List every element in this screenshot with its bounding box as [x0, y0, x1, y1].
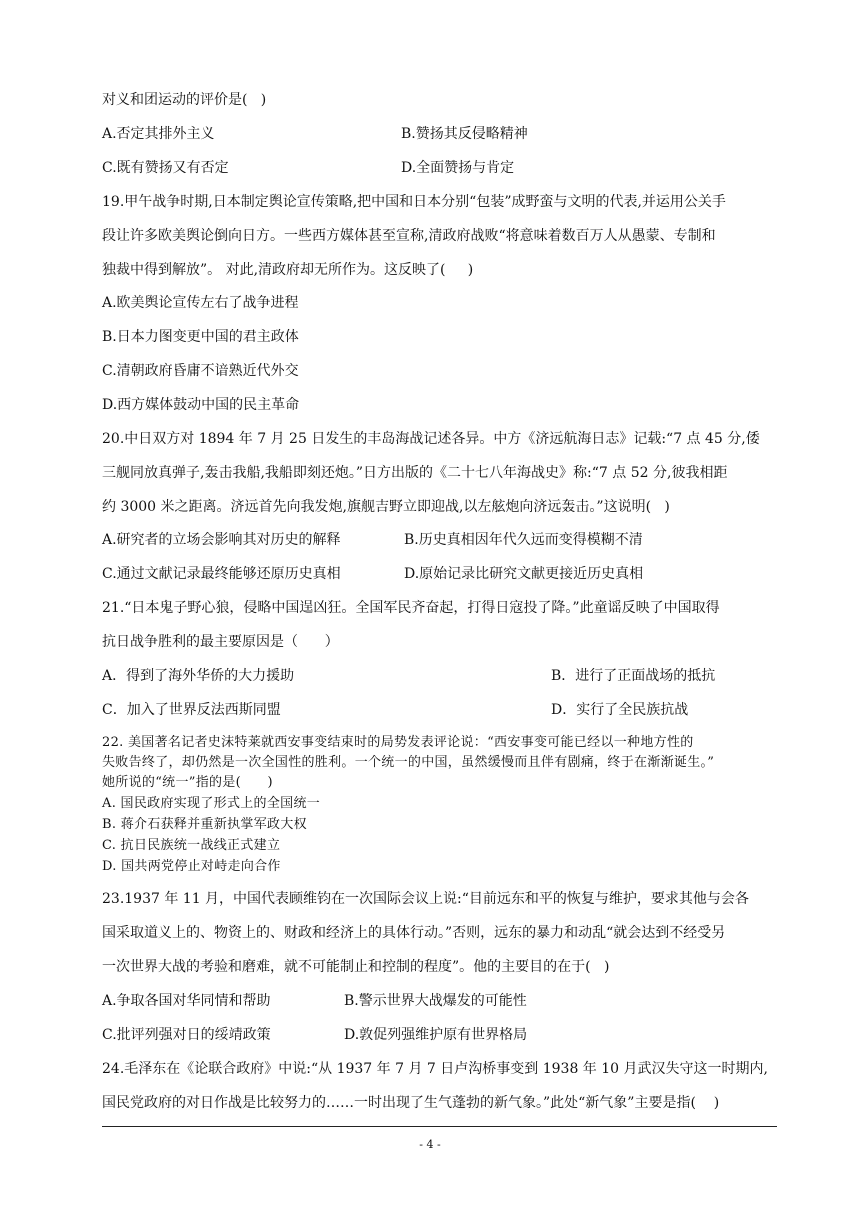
- q21-option-c: C．加入了世界反法西斯同盟: [102, 702, 281, 718]
- q21-option-b: B．进行了正面战场的抵抗: [551, 668, 716, 684]
- q18-option-b: B.赞扬其反侵略精神: [401, 126, 528, 142]
- q22-stem-line: 22. 美国著名记者史沫特莱就西安事变结束时的局势发表评论说：“西安事变可能已经以一种地方性的: [102, 735, 694, 750]
- q20-stem-line: 20.中日双方对 1894 年 7 月 25 日发生的丰岛海战记述各异。中方《济远航海日志》记载:“7 点 45 分,倭: [102, 431, 760, 447]
- q22-option-a: A. 国民政府实现了形式上的全国统一: [102, 796, 321, 811]
- q22-option-d: D. 国共两党停止对峙走向合作: [102, 859, 281, 874]
- q21-stem-line: 21.“日本鬼子野心狼，侵略中国逞凶狂。全国军民齐奋起，打得日寇投了降。”此童谣反映了中国取得: [102, 600, 720, 616]
- q24-stem-line: 国民党政府的对日作战是比较努力的……一时出现了生气蓬勃的新气象。”此处“新气象”主要是指( ): [102, 1095, 720, 1111]
- q19-option-b: B.日本力图变更中国的君主政体: [102, 329, 299, 345]
- q20-stem-line: 三舰同放真弹子,轰击我船,我船即刻还炮。”日方出版的《二十七八年海战史》称:“7 点 52 分,彼我相距: [102, 465, 728, 481]
- q23-stem-line: 一次世界大战的考验和磨难，就不可能制止和控制的程度”。他的主要目的在于( ): [102, 959, 610, 975]
- q19-option-c: C.清朝政府昏庸不谙熟近代外交: [102, 363, 299, 379]
- q22-option-b: B. 蒋介石获释并重新执掌军政大权: [102, 817, 307, 832]
- q24-stem-line: 24.毛泽东在《论联合政府》中说:“从 1937 年 7 月 7 日卢沟桥事变到 1938 年 10 月武汉失守这一时期内,: [102, 1061, 768, 1077]
- q19-option-d: D.西方媒体鼓动中国的民主革命: [102, 397, 300, 413]
- q22-stem-line: 她所说的“统一”指的是( ): [102, 775, 273, 790]
- q21-stem-line: 抗日战争胜利的最主要原因是（ ）: [102, 634, 339, 650]
- q22-option-c: C. 抗日民族统一战线正式建立: [102, 838, 281, 853]
- q23-option-d: D.敦促列强维护原有世界格局: [344, 1027, 528, 1043]
- q20-option-b: B.历史真相因年代久远而变得模糊不清: [404, 532, 643, 548]
- q23-stem-line: 23.1937 年 11 月，中国代表顾维钧在一次国际会议上说:“目前远东和平的恢复与维护，要求其他与会各: [102, 891, 749, 907]
- q20-option-a: A.研究者的立场会影响其对历史的解释: [102, 532, 341, 548]
- page-number: - 4 -: [419, 1138, 441, 1151]
- q18-option-c: C.既有赞扬又有否定: [102, 160, 229, 176]
- q23-option-a: A.争取各国对华同情和帮助: [102, 993, 271, 1009]
- q23-stem-line: 国采取道义上的、物资上的、财政和经济上的具体行动。”否则，远东的暴力和动乱“就会达到不经受另: [102, 925, 726, 941]
- q20-option-d: D.原始记录比研究文献更接近历史真相: [404, 566, 644, 582]
- q19-stem-line: 段让许多欧美舆论倒向日方。一些西方媒体甚至宣称,清政府战败“将意味着数百万人从愚蒙、专制和: [102, 228, 716, 244]
- footer-divider: [102, 1126, 777, 1127]
- q22-stem-line: 失败告终了，却仍然是一次全国性的胜利。一个统一的中国，虽然缓慢而且伴有剧痛，终于在渐渐诞生。”: [102, 755, 715, 770]
- q19-stem-line: 独裁中得到解放”。 对此,清政府却无所作为。这反映了( ): [102, 262, 474, 278]
- q18-stem: 对义和团运动的评价是( ): [102, 92, 267, 108]
- q19-stem-line: 19.甲午战争时期,日本制定舆论宣传策略,把中国和日本分别“包装”成野蛮与文明的代表,并运用公关手: [102, 194, 726, 210]
- q20-stem-line: 约 3000 米之距离。济远首先向我发炮,旗舰吉野立即迎战,以左舷炮向济远轰击。”这说明( ): [102, 499, 670, 515]
- q18-option-a: A.否定其排外主义: [102, 126, 215, 142]
- q20-option-c: C.通过文献记录最终能够还原历史真相: [102, 566, 341, 582]
- q23-option-c: C.批评列强对日的绥靖政策: [102, 1027, 271, 1043]
- q23-option-b: B.警示世界大战爆发的可能性: [344, 993, 527, 1009]
- q19-option-a: A.欧美舆论宣传左右了战争进程: [102, 295, 299, 311]
- q21-option-a: A．得到了海外华侨的大力援助: [102, 668, 295, 684]
- q18-option-d: D.全面赞扬与肯定: [401, 160, 515, 176]
- q21-option-d: D．实行了全民族抗战: [551, 702, 689, 718]
